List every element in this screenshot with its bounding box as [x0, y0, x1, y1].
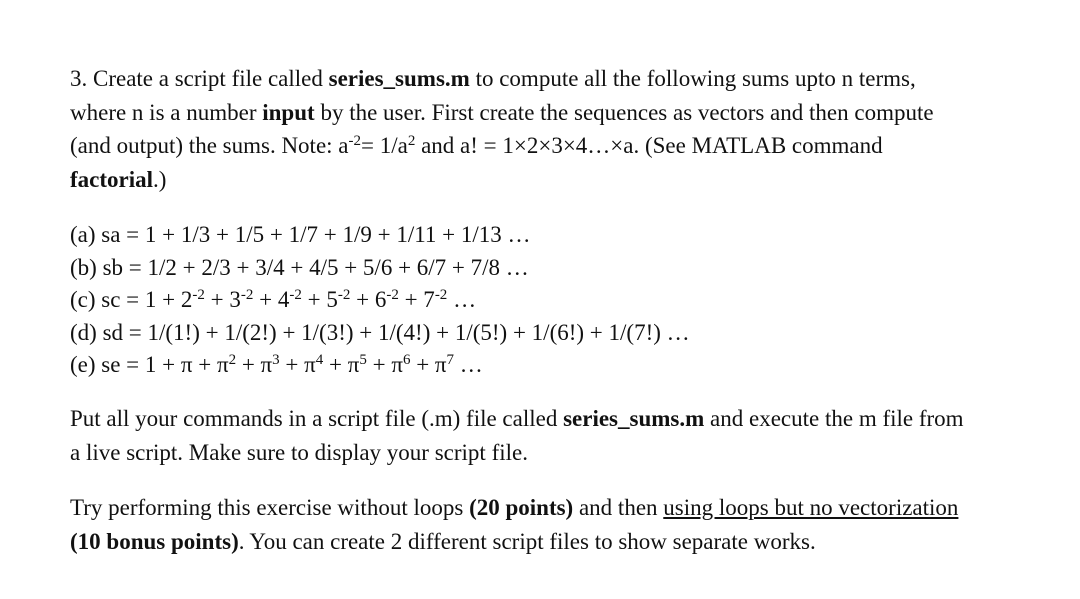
superscript: 2: [228, 352, 237, 368]
text-run: + 4: [253, 287, 290, 312]
input-keyword: input: [262, 99, 315, 125]
statement-line-3: [70, 129, 1060, 163]
text-run: where n is a number: [70, 99, 263, 125]
series-list: [70, 219, 1060, 382]
superscript: 7: [446, 352, 455, 368]
superscript: -2: [348, 133, 362, 149]
text-run: and a! = 1×2×3×4…×a. (See MATLAB command: [415, 133, 883, 158]
superscript: 5: [359, 352, 367, 368]
text-run: to compute all the following sums upto n terms,: [469, 66, 916, 91]
text-run: + 5: [301, 287, 338, 312]
text-run: + π: [366, 352, 403, 377]
superscript: -2: [192, 287, 205, 303]
text-run: Try performing this exercise without loops: [70, 495, 470, 520]
text-run: (e) se = 1 + π + π: [70, 352, 229, 377]
text-run: + 6: [350, 287, 387, 312]
series-d: (d) sd = 1/(1!) + 1/(2!) + 1/(3!) + 1/(4!) + 1/(5!) + 1/(6!) + 1/(7!) …: [70, 319, 690, 345]
points-label: (20 points): [469, 495, 574, 520]
text-run: + π: [236, 352, 273, 377]
grading-line-2: [70, 525, 1060, 559]
text-run: and execute the m file from: [704, 406, 964, 431]
series-a: (a) sa = 1 + 1/3 + 1/5 + 1/7 + 1/9 + 1/11 + 1/13 …: [70, 222, 531, 247]
grading-paragraph: [70, 491, 1060, 558]
superscript: 6: [402, 352, 411, 368]
text-run: + 3: [204, 287, 241, 312]
problem-statement: [70, 62, 1060, 196]
text-run: (and output) the sums. Note: a: [70, 133, 349, 158]
underlined-phrase: using loops but no vectorization: [663, 495, 959, 520]
text-run: . You can create 2 different script files to show separate works.: [238, 528, 816, 554]
superscript: -2: [289, 287, 302, 303]
superscript: -2: [337, 287, 351, 303]
series-b: (b) sb = 1/2 + 2/3 + 3/4 + 4/5 + 5/6 + 6/7 + 7/8 …: [70, 254, 529, 280]
grading-line-1: [70, 491, 1060, 525]
text-run: by the user. First create the sequences as vectors and then compute: [314, 99, 934, 125]
superscript: 2: [407, 133, 416, 149]
statement-line-1: [70, 62, 1060, 96]
instructions-line-2: a live script. Make sure to display your script file.: [70, 439, 528, 465]
text-run: + π: [323, 352, 360, 377]
series-c: [70, 284, 1060, 317]
text-run: Put all your commands in a script file (.m) file called: [70, 406, 564, 431]
series-e: [70, 349, 1060, 382]
text-run: …: [447, 287, 477, 312]
superscript: 3: [272, 352, 280, 368]
superscript: 4: [315, 352, 324, 368]
instructions-line-1: [70, 402, 1060, 436]
factorial-keyword: factorial: [70, 166, 154, 192]
text-run: .): [153, 166, 167, 192]
statement-line-2: [70, 96, 1060, 130]
statement-line-4: [70, 163, 1060, 197]
text-run: = 1/a: [361, 133, 408, 158]
script-filename: series_sums.m: [563, 406, 705, 431]
text-run: and then: [573, 495, 664, 520]
text-run: + 7: [398, 287, 435, 312]
instructions-paragraph: [70, 402, 1060, 469]
bonus-points-label: (10 bonus points): [70, 528, 239, 554]
superscript: -2: [386, 287, 399, 303]
superscript: -2: [240, 287, 254, 303]
text-run: 3. Create a script file called: [70, 66, 329, 91]
text-run: + π: [410, 352, 447, 377]
script-filename: series_sums.m: [328, 66, 470, 91]
text-run: + π: [279, 352, 316, 377]
text-run: (c) sc = 1 + 2: [70, 287, 193, 312]
text-run: …: [454, 352, 483, 377]
superscript: -2: [434, 287, 448, 303]
